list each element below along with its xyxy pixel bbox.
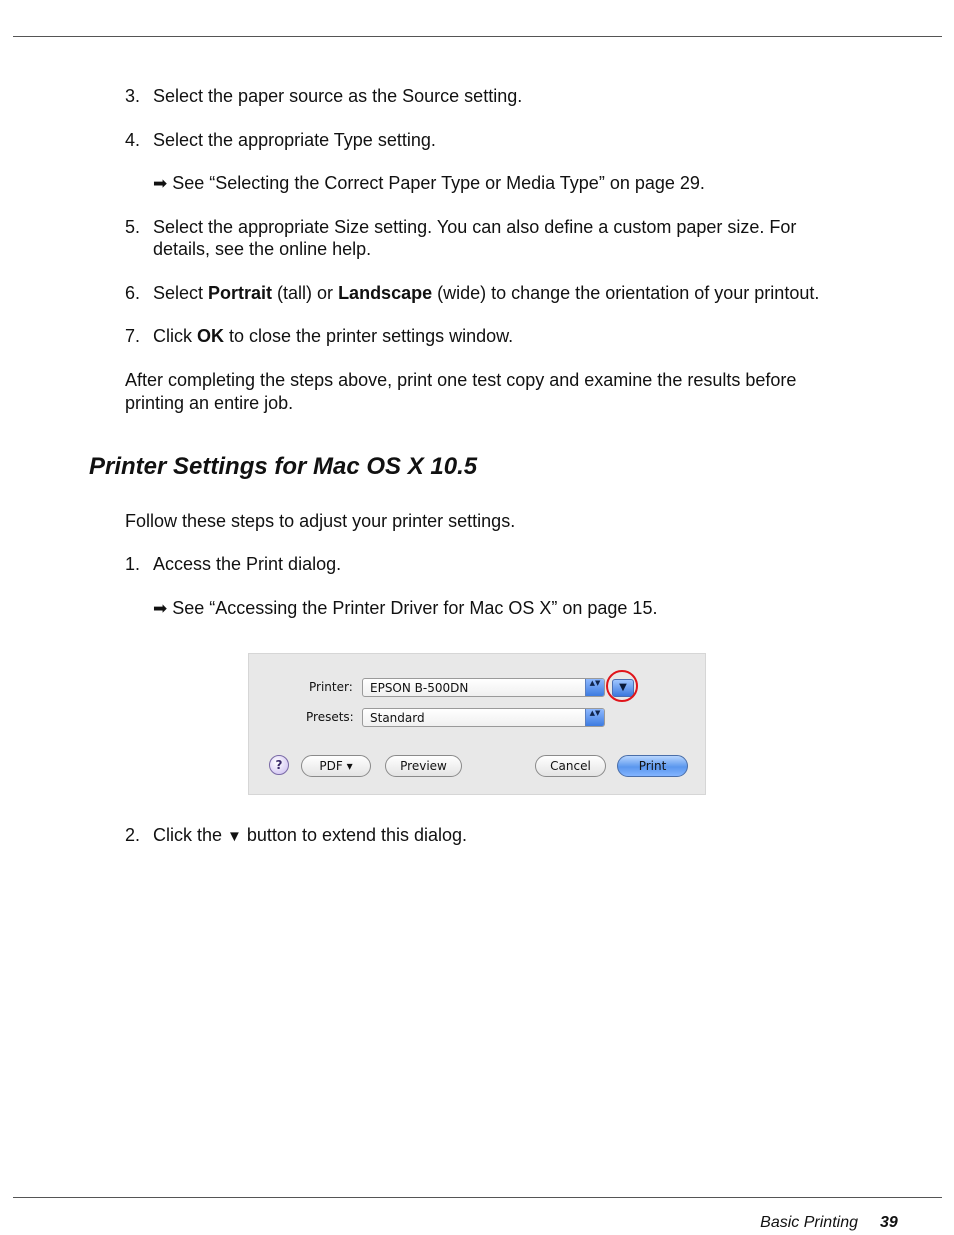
step-text [153,824,467,848]
cross-reference [153,172,705,195]
step-number: 4. [125,130,141,150]
header-rule [13,36,942,37]
cross-reference [153,597,657,620]
cross-reference-text: See “Accessing the Printer Driver for Mac OS X” on page 15. [172,598,658,618]
select-stepper-icon: ▲▼ [585,709,604,726]
disclosure-triangle-button[interactable]: ▼ [612,679,634,697]
step-text-part: Select [153,283,209,303]
page-number: 39 [880,1214,898,1231]
select-stepper-icon: ▲▼ [585,679,604,696]
step-text: Select the appropriate Size setting. You can also define a custom paper size. For [153,217,797,237]
step-text-part: Click [153,326,197,346]
portrait-term: Portrait [208,283,273,303]
cancel-button[interactable]: Cancel [535,755,606,777]
step-text: Access the Print dialog. [153,554,342,574]
step-text-part: to close the printer settings window. [224,326,514,346]
footer-rule [13,1197,942,1198]
printer-label: Printer: [309,680,353,694]
highlight-circle [606,670,638,702]
step-text-part: button to extend this dialog. [241,825,468,845]
step-number: 2. [125,825,141,845]
presets-select-value: Standard [370,711,425,725]
footer-section-title: Basic Printing [760,1214,858,1231]
presets-label: Presets: [306,710,354,724]
step-text [153,282,819,304]
step-text-part: (wide) to change the orientation of your printout. [432,283,820,303]
step-number: 1. [125,554,141,574]
step-text-part: Click the [153,825,228,845]
step-number: 5. [125,217,141,237]
print-dialog [248,653,706,795]
help-button[interactable]: ? [269,755,289,775]
presets-select[interactable] [362,708,605,727]
paragraph: Follow these steps to adjust your printer settings. [125,511,516,531]
step-text-part: (tall) or [272,283,339,303]
step-text: details, see the online help. [153,239,372,259]
pdf-button[interactable]: PDF ▾ [301,755,371,777]
step-number: 3. [125,86,141,106]
preview-button[interactable]: Preview [385,755,462,777]
ok-term: OK [197,326,224,346]
step-text: Select the paper source as the Source setting. [153,86,523,106]
paragraph: After completing the steps above, print one test copy and examine the results before [125,370,797,390]
down-triangle-icon: ▼ [227,828,242,845]
step-text: Select the appropriate Type setting. [153,130,436,150]
landscape-term: Landscape [338,283,433,303]
printer-select[interactable] [362,678,605,697]
arrow-right-icon: ➡ [153,174,168,193]
section-heading: Printer Settings for Mac OS X 10.5 [89,453,478,480]
step-text [153,325,513,347]
step-number: 7. [125,326,141,346]
printer-select-value: EPSON B-500DN [370,681,469,695]
paragraph: printing an entire job. [125,393,294,413]
print-button[interactable]: Print [617,755,688,777]
step-number: 6. [125,283,141,303]
arrow-right-icon: ➡ [153,599,168,618]
cross-reference-text: See “Selecting the Correct Paper Type or Media Type” on page 29. [172,173,705,193]
